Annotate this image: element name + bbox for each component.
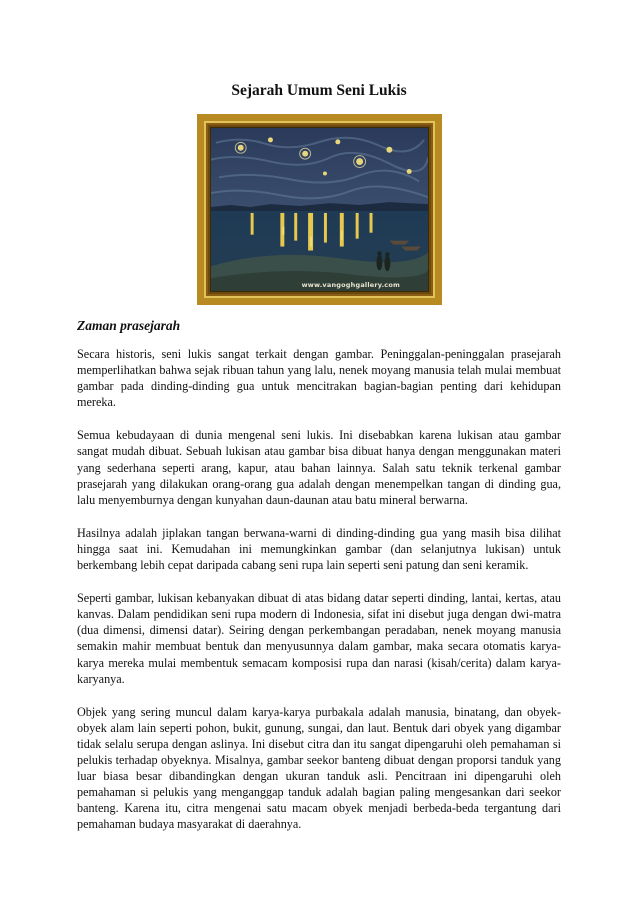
paragraph-1: Secara historis, seni lukis sangat terkait dengan gambar. Peninggalan-peninggalan prasejarah memperlihatkan bahwa sejak ribuan tahun yang lalu, nenek moyang manusia telah mulai membuat gambar pada dinding-dinding gua untuk mencitrakan bagian-bagian penting dari kehidupan mereka. xyxy=(77,347,561,410)
painting-canvas xyxy=(210,127,429,292)
article-body xyxy=(77,346,561,849)
section-heading: Zaman prasejarah xyxy=(77,318,181,333)
starry-night-painting xyxy=(211,128,428,291)
paragraph-3: Hasilnya adalah jiplakan tangan berwana-warni di dinding-dinding gua yang masih bisa dilihat hingga saat ini. Kemudahan ini memungkinkan gambar (dan selanjutnya lukisan) untuk berkembang lebih cepat daripada cabang seni rupa lain seperti seni patung dan seni keramik. xyxy=(77,525,561,573)
paragraph-4: Seperti gambar, lukisan kebanyakan dibuat di atas bidang datar seperti dinding, lantai, kertas, atau kanvas. Dalam pendidikan seni rupa modern di Indonesia, sifat ini disebut juga dengan dwi-matra (dua dimensi, dimensi datar). Seiring dengan perkembangan peradaban, nenek moyang manusia semakin mahir membuat bentuk dan menyusunnya dalam gambar, maka secara otomatis karya-karya mereka mulai membentuk semacam komposisi rupa dan narasi (kisah/cerita) dalam karya-karyanya. xyxy=(77,591,561,686)
page-title: Sejarah Umum Seni Lukis xyxy=(231,82,407,99)
painting-image xyxy=(197,114,442,305)
paragraph-2: Semua kebudayaan di dunia mengenal seni lukis. Ini disebabkan karena lukisan atau gambar sangat mudah dibuat. Sebuah lukisan atau gambar bisa dibuat hanya dengan menggunakan materi yang sederhana seperti arang, kapur, atau bahan lainnya. Salah satu teknik terkenal gambar prasejarah yang dilakukan orang-orang gua adalah dengan menempelkan tangan di dinding gua, lalu menyemburnya dengan kunyahan daun-daunan atau batu mineral berwarna. xyxy=(77,428,561,507)
paragraph-5: Objek yang sering muncul dalam karya-karya purbakala adalah manusia, binatang, dan obyek-obyek alam lain seperti pohon, bukit, gunung, sungai, dan laut. Bentuk dari obyek yang digambar tidak selalu serupa dengan aslinya. Ini disebut citra dan itu sangat dipengaruhi oleh pemahaman si pelukis terhadap obyeknya. Misalnya, gambar seekor banteng dibuat dengan proporsi tanduk yang luar biasa besar dibandingkan dengan ukuran tanduk asli. Pencitraan ini dipengaruhi oleh pemahaman si pelukis yang menganggap tanduk adalah bagian paling mengesankan dari seekor banteng. Karena itu, citra mengenai satu macam obyek menjadi berbeda-beda tergantung dari pemahaman budaya masyarakat di daerahnya. xyxy=(77,704,561,832)
image-watermark-caption: www.vangoghgallery.com xyxy=(301,281,400,289)
